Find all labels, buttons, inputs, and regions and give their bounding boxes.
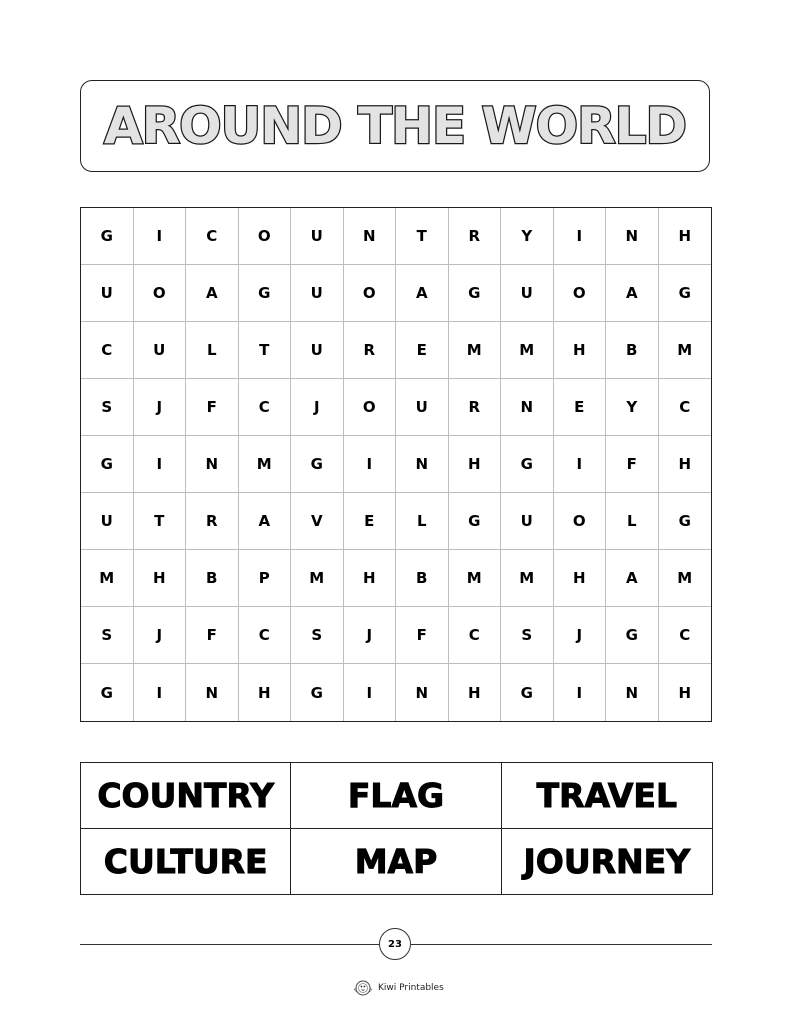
grid-cell: O [134, 265, 187, 322]
grid-cell: H [449, 664, 502, 721]
grid-cell: G [501, 664, 554, 721]
word-bank-item: MAP [291, 829, 501, 895]
brand-name: Kiwi Printables [378, 983, 444, 993]
grid-cell: E [554, 379, 607, 436]
grid-cell: M [449, 550, 502, 607]
title-banner [80, 80, 710, 172]
grid-cell: J [291, 379, 344, 436]
grid-cell: I [554, 436, 607, 493]
grid-cell: C [659, 379, 712, 436]
grid-cell: L [396, 493, 449, 550]
grid-cell: E [396, 322, 449, 379]
grid-cell: G [659, 493, 712, 550]
brand-footer [352, 978, 444, 998]
grid-cell: A [186, 265, 239, 322]
grid-cell: T [396, 208, 449, 265]
grid-cell: F [606, 436, 659, 493]
word-bank-item: CULTURE [81, 829, 291, 895]
grid-cell: F [186, 379, 239, 436]
grid-cell: G [81, 436, 134, 493]
grid-cell: R [449, 208, 502, 265]
grid-cell: S [501, 607, 554, 664]
grid-cell: H [554, 322, 607, 379]
grid-cell: H [659, 436, 712, 493]
word-bank-item: FLAG [291, 763, 501, 829]
word-bank-item: JOURNEY [523, 841, 691, 881]
grid-cell: G [239, 265, 292, 322]
grid-cell: J [344, 607, 397, 664]
grid-cell: L [186, 322, 239, 379]
grid-cell: C [239, 379, 292, 436]
footer-divider-left [80, 944, 379, 945]
grid-cell: U [81, 493, 134, 550]
grid-cell: G [81, 664, 134, 721]
grid-cell: U [501, 493, 554, 550]
grid-cell: N [606, 208, 659, 265]
word-bank-item: TRAVEL [502, 763, 712, 829]
grid-cell: O [554, 493, 607, 550]
grid-cell: B [186, 550, 239, 607]
grid-cell: M [659, 322, 712, 379]
grid-cell: U [134, 322, 187, 379]
grid-cell: O [344, 379, 397, 436]
grid-cell: L [606, 493, 659, 550]
grid-cell: M [501, 322, 554, 379]
grid-cell: U [501, 265, 554, 322]
grid-cell: J [134, 607, 187, 664]
grid-cell: N [186, 664, 239, 721]
grid-cell: I [134, 664, 187, 721]
grid-cell: R [186, 493, 239, 550]
page-number: 23 [379, 928, 411, 960]
grid-cell: C [186, 208, 239, 265]
grid-cell: S [81, 607, 134, 664]
grid-cell: C [449, 607, 502, 664]
grid-cell: O [344, 265, 397, 322]
grid-cell: O [554, 265, 607, 322]
word-bank-item: COUNTRY [81, 763, 291, 829]
grid-cell: I [134, 208, 187, 265]
grid-cell: M [81, 550, 134, 607]
grid-cell: F [396, 607, 449, 664]
grid-cell: H [344, 550, 397, 607]
grid-cell: I [554, 208, 607, 265]
grid-cell: N [501, 379, 554, 436]
grid-cell: A [606, 550, 659, 607]
grid-cell: N [396, 436, 449, 493]
grid-cell: H [239, 664, 292, 721]
grid-cell: S [81, 379, 134, 436]
grid-cell: J [134, 379, 187, 436]
grid-cell: G [291, 436, 344, 493]
grid-cell: V [291, 493, 344, 550]
word-bank [80, 762, 713, 895]
kiwi-logo-icon [352, 978, 374, 998]
grid-cell: M [449, 322, 502, 379]
grid-cell: U [291, 265, 344, 322]
grid-cell: G [291, 664, 344, 721]
grid-cell: T [134, 493, 187, 550]
grid-cell: E [344, 493, 397, 550]
letter-grid [80, 207, 712, 722]
grid-cell: M [659, 550, 712, 607]
footer-divider-right [411, 944, 712, 945]
grid-cell: Y [606, 379, 659, 436]
grid-cell: A [239, 493, 292, 550]
grid-cell: G [449, 265, 502, 322]
grid-cell: I [344, 664, 397, 721]
grid-cell: N [186, 436, 239, 493]
grid-cell: H [659, 208, 712, 265]
grid-cell: R [344, 322, 397, 379]
grid-cell: G [81, 208, 134, 265]
grid-cell: C [81, 322, 134, 379]
grid-cell: M [291, 550, 344, 607]
grid-cell: M [239, 436, 292, 493]
grid-cell: A [606, 265, 659, 322]
grid-cell: P [239, 550, 292, 607]
grid-cell: O [239, 208, 292, 265]
grid-cell: I [134, 436, 187, 493]
grid-cell: T [239, 322, 292, 379]
grid-cell: G [449, 493, 502, 550]
grid-cell: U [291, 208, 344, 265]
grid-cell: B [396, 550, 449, 607]
grid-cell: S [291, 607, 344, 664]
grid-cell: J [554, 607, 607, 664]
grid-cell: G [606, 607, 659, 664]
grid-cell: C [659, 607, 712, 664]
grid-cell: M [501, 550, 554, 607]
grid-cell: U [81, 265, 134, 322]
grid-cell: C [239, 607, 292, 664]
grid-cell: N [396, 664, 449, 721]
grid-cell: I [344, 436, 397, 493]
page-title: AROUND THE WORLD [103, 97, 687, 155]
grid-cell: N [344, 208, 397, 265]
grid-cell: U [396, 379, 449, 436]
grid-cell: H [134, 550, 187, 607]
grid-cell: F [186, 607, 239, 664]
grid-cell: U [291, 322, 344, 379]
grid-cell: I [554, 664, 607, 721]
grid-cell: G [501, 436, 554, 493]
grid-cell: N [606, 664, 659, 721]
grid-cell: A [396, 265, 449, 322]
grid-cell: G [659, 265, 712, 322]
grid-cell: H [678, 683, 692, 702]
grid-cell: Y [501, 208, 554, 265]
grid-cell: R [449, 379, 502, 436]
grid-cell: H [554, 550, 607, 607]
grid-cell: H [449, 436, 502, 493]
grid-cell: B [606, 322, 659, 379]
